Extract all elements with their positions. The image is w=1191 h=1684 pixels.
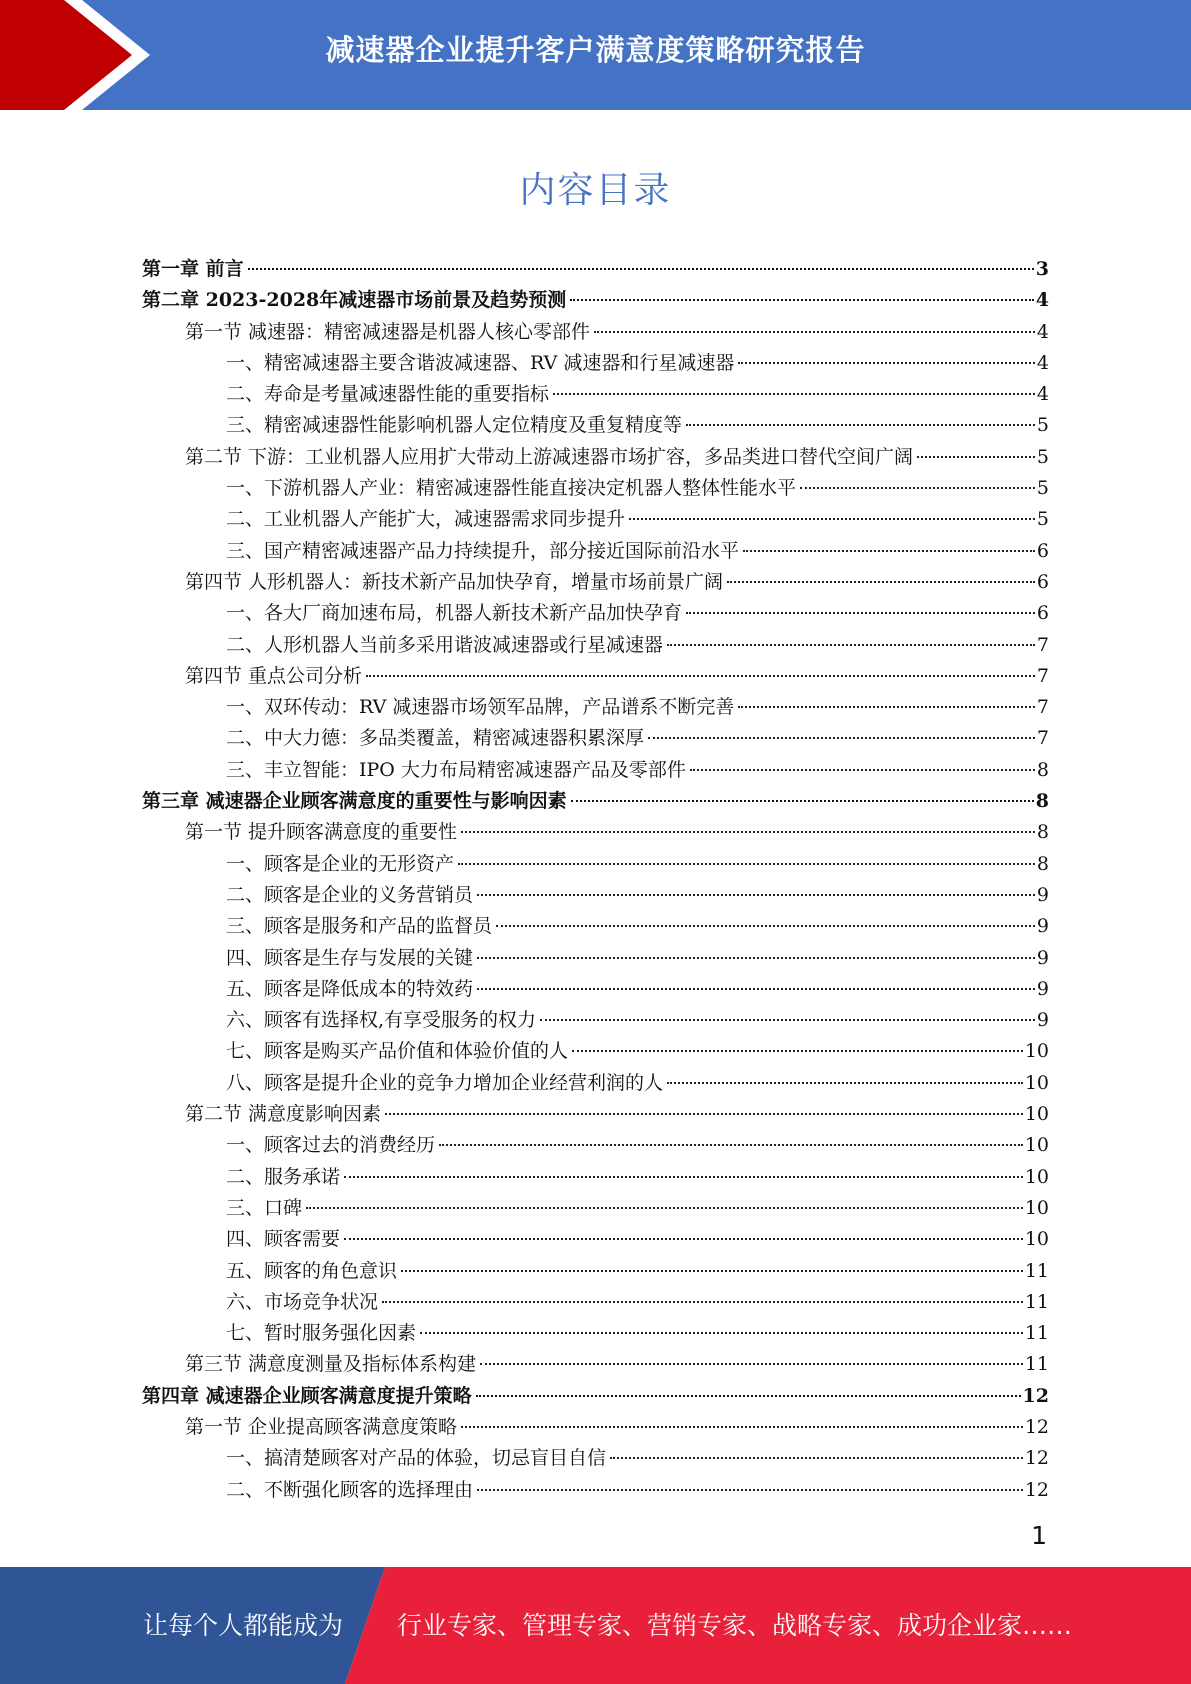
toc-entry-page: 9: [1036, 883, 1049, 906]
toc-entry[interactable]: [142, 1318, 1049, 1349]
toc-entry-label: 一、下游机器人产业：精密减速器性能直接决定机器人整体性能水平: [226, 477, 797, 500]
table-of-contents: [142, 254, 1049, 1506]
toc-entry-label: 二、服务承诺: [226, 1165, 341, 1188]
toc-entry[interactable]: [142, 473, 1049, 504]
toc-entry-page: 7: [1036, 664, 1049, 687]
toc-entry-page: 9: [1036, 915, 1049, 938]
toc-entry[interactable]: [142, 1130, 1049, 1161]
toc-leader-dots: [686, 424, 1035, 426]
toc-entry-label: 七、顾客是购买产品价值和体验价值的人: [226, 1040, 569, 1063]
toc-entry[interactable]: [142, 285, 1049, 316]
toc-leader-dots: [480, 1363, 1023, 1365]
toc-entry-label: 二、寿命是考量减速器性能的重要指标: [226, 383, 550, 406]
toc-entry-page: 5: [1036, 477, 1049, 500]
toc-entry-label: 二、人形机器人当前多采用谐波减速器或行星减速器: [226, 633, 664, 656]
toc-leader-dots: [571, 800, 1034, 802]
toc-entry[interactable]: [142, 379, 1049, 410]
toc-leader-dots: [306, 1207, 1023, 1209]
toc-entry-label: 一、双环传动：RV 减速器市场领军品牌，产品谱系不断完善: [226, 696, 735, 719]
toc-entry-label: 一、精密减速器主要含谐波减速器、RV 减速器和行星减速器: [226, 351, 735, 374]
toc-leader-dots: [667, 644, 1035, 646]
toc-entry-label: 四、顾客需要: [226, 1228, 341, 1251]
toc-leader-dots: [439, 1144, 1023, 1146]
toc-entry-page: 5: [1036, 508, 1049, 531]
toc-leader-dots: [496, 925, 1035, 927]
toc-leader-dots: [690, 769, 1035, 771]
toc-entry-label: 一、顾客是企业的无形资产: [226, 852, 455, 875]
toc-entry[interactable]: [142, 1443, 1049, 1474]
toc-entry[interactable]: [142, 254, 1049, 285]
toc-entry[interactable]: [142, 410, 1049, 441]
toc-leader-dots: [476, 1395, 1021, 1397]
header-banner: [0, 0, 1191, 110]
toc-entry-page: 11: [1024, 1322, 1049, 1345]
toc-entry-page: 9: [1036, 1009, 1049, 1032]
toc-entry-page: 4: [1035, 289, 1049, 312]
toc-leader-dots: [727, 581, 1035, 583]
toc-entry[interactable]: [142, 817, 1049, 848]
toc-entry[interactable]: [142, 1068, 1049, 1099]
toc-entry-label: 第四节 人形机器人：新技术新产品加快孕育，增量市场前景广阔: [185, 570, 724, 593]
toc-leader-dots: [629, 518, 1035, 520]
toc-entry[interactable]: [142, 1256, 1049, 1287]
toc-entry[interactable]: [142, 630, 1049, 661]
toc-entry[interactable]: [142, 536, 1049, 567]
toc-leader-dots: [800, 487, 1035, 489]
toc-entry-label: 六、市场竞争状况: [226, 1290, 379, 1313]
toc-entry-page: 9: [1036, 977, 1049, 1000]
toc-entry-page: 6: [1036, 570, 1049, 593]
toc-leader-dots: [344, 1176, 1023, 1178]
report-title: 减速器企业提升客户满意度策略研究报告: [325, 33, 866, 67]
toc-entry-page: 11: [1024, 1353, 1049, 1376]
toc-entry[interactable]: [142, 1475, 1049, 1506]
toc-entry-label: 第二节 满意度影响因素: [185, 1103, 382, 1126]
toc-entry-page: 12: [1024, 1415, 1049, 1438]
toc-leader-dots: [540, 1019, 1035, 1021]
toc-entry-page: 4: [1036, 351, 1049, 374]
toc-leader-dots: [570, 299, 1034, 301]
toc-entry-label: 七、暂时服务强化因素: [226, 1322, 417, 1345]
toc-entry[interactable]: [142, 911, 1049, 942]
toc-entry-page: 10: [1024, 1196, 1049, 1219]
toc-entry-page: 6: [1036, 602, 1049, 625]
toc-entry[interactable]: [142, 1224, 1049, 1255]
toc-entry-label: 一、搞清楚顾客对产品的体验，切忌盲目自信: [226, 1447, 607, 1470]
toc-entry[interactable]: [142, 1287, 1049, 1318]
toc-entry-page: 6: [1036, 539, 1049, 562]
toc-entry[interactable]: [142, 567, 1049, 598]
toc-entry[interactable]: [142, 1036, 1049, 1067]
toc-entry-page: 10: [1024, 1165, 1049, 1188]
toc-entry-label: 第一节 企业提高顾客满意度策略: [185, 1415, 458, 1438]
toc-entry-label: 第四章 减速器企业顾客满意度提升策略: [142, 1384, 472, 1407]
toc-leader-dots: [917, 456, 1035, 458]
toc-leader-dots: [461, 1426, 1023, 1428]
toc-leader-dots: [366, 675, 1035, 677]
toc-entry-page: 9: [1036, 946, 1049, 969]
toc-entry-page: 10: [1024, 1103, 1049, 1126]
toc-entry-label: 三、口碑: [226, 1196, 303, 1219]
toc-entry[interactable]: [142, 598, 1049, 629]
toc-entry-page: 10: [1024, 1071, 1049, 1094]
toc-leader-dots: [667, 1082, 1023, 1084]
toc-entry-page: 8: [1036, 821, 1049, 844]
toc-entry-page: 5: [1036, 414, 1049, 437]
toc-entry-page: 12: [1022, 1384, 1049, 1407]
toc-entry-label: 第四节 重点公司分析: [185, 664, 363, 687]
toc-entry[interactable]: [142, 1412, 1049, 1443]
toc-leader-dots: [572, 1050, 1023, 1052]
toc-entry-page: 5: [1036, 445, 1049, 468]
toc-entry-label: 第一章 前言: [142, 258, 244, 280]
toc-entry-label: 第一节 减速器：精密减速器是机器人核心零部件: [185, 320, 591, 343]
toc-entry[interactable]: [142, 1162, 1049, 1193]
toc-entry-page: 12: [1024, 1478, 1049, 1501]
toc-leader-dots: [458, 863, 1035, 865]
toc-entry-page: 4: [1036, 383, 1049, 406]
toc-entry[interactable]: [142, 755, 1049, 786]
toc-entry-page: 10: [1024, 1228, 1049, 1251]
toc-entry-label: 二、中大力德：多品类覆盖，精密减速器积累深厚: [226, 727, 645, 750]
toc-entry-label: 二、不断强化顾客的选择理由: [226, 1478, 474, 1501]
toc-leader-dots: [477, 957, 1035, 959]
toc-entry-label: 第三章 减速器企业顾客满意度的重要性与影响因素: [142, 790, 567, 813]
toc-entry-label: 八、顾客是提升企业的竞争力增加企业经营利润的人: [226, 1071, 664, 1094]
toc-leader-dots: [401, 1270, 1023, 1272]
toc-entry-label: 五、顾客的角色意识: [226, 1259, 398, 1282]
toc-entry-page: 12: [1024, 1447, 1049, 1470]
toc-entry-label: 六、顾客有选择权,有享受服务的权力: [226, 1009, 537, 1032]
toc-entry[interactable]: [142, 849, 1049, 880]
toc-entry-label: 第二章 2023-2028年减速器市场前景及趋势预测: [142, 289, 567, 312]
toc-leader-dots: [686, 612, 1035, 614]
toc-entry[interactable]: [142, 786, 1049, 817]
toc-entry[interactable]: [142, 1381, 1049, 1412]
toc-leader-dots: [382, 1301, 1023, 1303]
page-number: 1: [1031, 1521, 1047, 1550]
toc-entry-page: 8: [1036, 852, 1049, 875]
toc-leader-dots: [610, 1457, 1023, 1459]
toc-leader-dots: [477, 1489, 1023, 1491]
footer-slogan: 让每个人都能成为: [143, 1611, 344, 1640]
toc-entry-page: 10: [1024, 1040, 1049, 1063]
toc-leader-dots: [248, 268, 1034, 270]
toc-entry-page: 11: [1024, 1290, 1049, 1313]
toc-leader-dots: [344, 1238, 1023, 1240]
toc-entry-label: 一、顾客过去的消费经历: [226, 1134, 436, 1157]
toc-entry-page: 7: [1036, 696, 1049, 719]
toc-entry-page: 11: [1024, 1259, 1049, 1282]
toc-entry-label: 二、顾客是企业的义务营销员: [226, 883, 474, 906]
toc-entry[interactable]: [142, 442, 1049, 473]
toc-entry-page: 4: [1036, 320, 1049, 343]
toc-entry[interactable]: [142, 943, 1049, 974]
toc-entry-page: 8: [1035, 790, 1049, 813]
toc-entry[interactable]: [142, 974, 1049, 1005]
toc-leader-dots: [553, 393, 1035, 395]
footer-banner: [0, 1567, 1191, 1684]
toc-leader-dots: [738, 362, 1035, 364]
toc-leader-dots: [477, 894, 1035, 896]
toc-entry-page: 3: [1035, 258, 1049, 280]
toc-entry-page: 10: [1024, 1134, 1049, 1157]
toc-entry[interactable]: [142, 1099, 1049, 1130]
toc-leader-dots: [738, 706, 1035, 708]
toc-entry-page: 7: [1036, 727, 1049, 750]
toc-leader-dots: [594, 331, 1035, 333]
toc-leader-dots: [420, 1332, 1023, 1334]
toc-entry[interactable]: [142, 504, 1049, 535]
toc-entry-label: 第三节 满意度测量及指标体系构建: [185, 1353, 477, 1376]
toc-entry[interactable]: [142, 661, 1049, 692]
toc-entry[interactable]: [142, 317, 1049, 348]
toc-leader-dots: [743, 550, 1035, 552]
toc-title: 内容目录: [519, 170, 672, 211]
toc-leader-dots: [461, 831, 1035, 833]
toc-entry[interactable]: [142, 1349, 1049, 1380]
toc-entry[interactable]: [142, 348, 1049, 379]
toc-entry-label: 二、工业机器人产能扩大，减速器需求同步提升: [226, 508, 626, 531]
toc-entry-label: 第二节 下游：工业机器人应用扩大带动上游减速器市场扩容，多品类进口替代空间广阔: [185, 445, 914, 468]
toc-entry-page: 7: [1036, 633, 1049, 656]
toc-entry[interactable]: [142, 692, 1049, 723]
toc-leader-dots: [648, 737, 1035, 739]
toc-entry-page: 8: [1036, 758, 1049, 781]
toc-entry[interactable]: [142, 1193, 1049, 1224]
toc-entry[interactable]: [142, 723, 1049, 754]
toc-leader-dots: [385, 1113, 1023, 1115]
toc-entry-label: 一、各大厂商加速布局，机器人新技术新产品加快孕育: [226, 602, 683, 625]
toc-entry-label: 三、国产精密减速器产品力持续提升，部分接近国际前沿水平: [226, 539, 740, 562]
toc-entry-label: 四、顾客是生存与发展的关键: [226, 946, 474, 969]
toc-entry[interactable]: [142, 880, 1049, 911]
toc-entry-label: 三、丰立智能：IPO 大力布局精密减速器产品及零部件: [226, 758, 686, 781]
footer-roles: 行业专家、管理专家、营销专家、战略专家、成功企业家……: [397, 1611, 1073, 1640]
toc-entry-label: 三、顾客是服务和产品的监督员: [226, 915, 493, 938]
toc-entry-label: 三、精密减速器性能影响机器人定位精度及重复精度等: [226, 414, 683, 437]
toc-leader-dots: [477, 988, 1035, 990]
toc-entry-label: 五、顾客是降低成本的特效药: [226, 977, 474, 1000]
toc-entry-label: 第一节 提升顾客满意度的重要性: [185, 821, 458, 844]
toc-entry[interactable]: [142, 1005, 1049, 1036]
